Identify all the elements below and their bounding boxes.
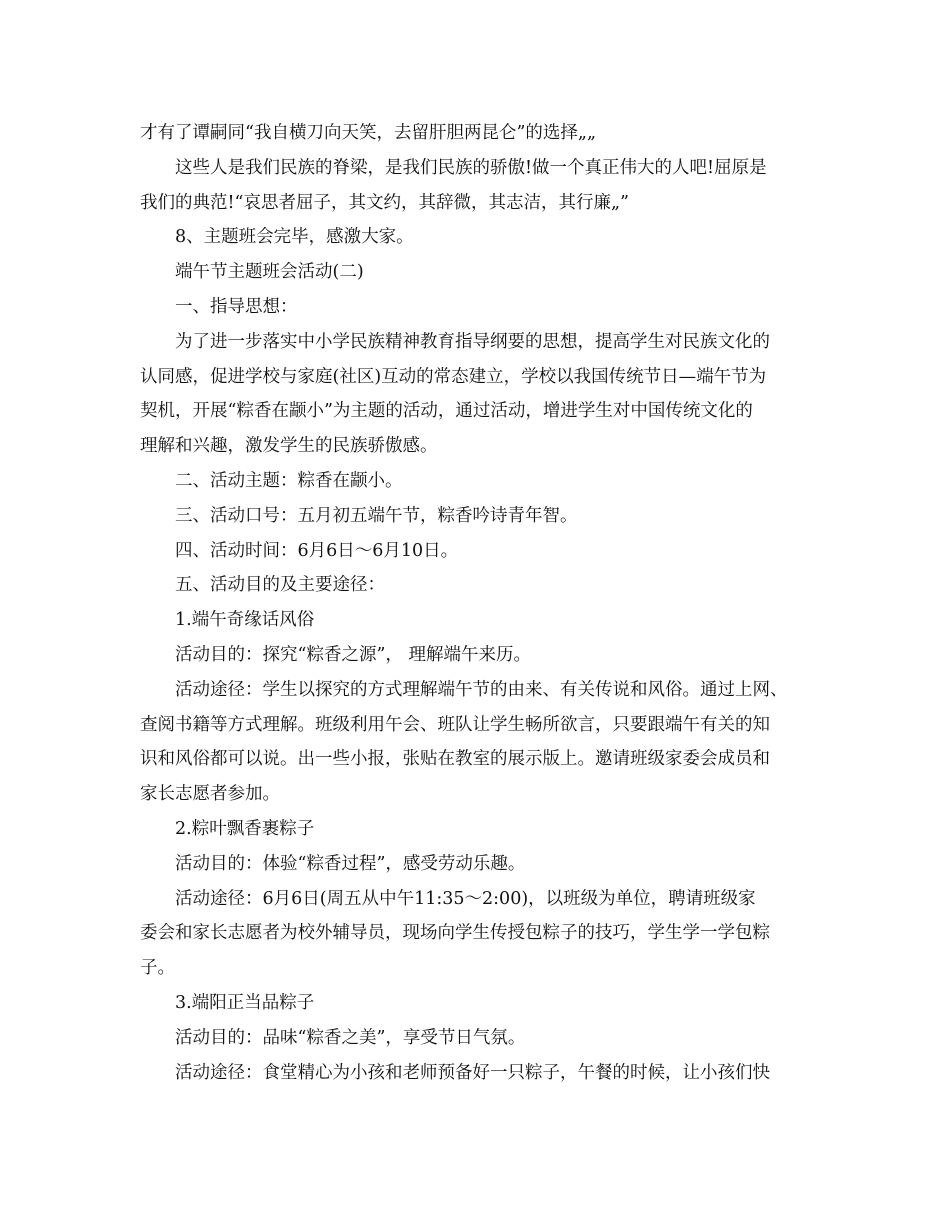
section-heading: 端午节主题班会活动(二) <box>175 262 364 283</box>
text-line: 这些人是我们民族的脊梁，是我们民族的骄傲!做一个真正伟大的人吧!屈原是 <box>175 157 767 178</box>
section-heading: 五、活动目的及主要途径： <box>175 575 385 596</box>
text-line: 理解和兴趣，激发学生的民族骄傲感。 <box>140 436 438 457</box>
section-heading: 一、指导思想： <box>175 296 298 317</box>
text-line: 活动途径：食堂精心为小孩和老师预备好一只粽子，午餐的时候，让小孩们快 <box>175 1062 770 1083</box>
section-heading: 二、活动主题：粽香在颛小。 <box>175 470 403 491</box>
document-body <box>140 116 820 1090</box>
text-line: 活动途径：学生以探究的方式理解端午节的由来、有关传说和风俗。通过上网、 <box>175 679 788 700</box>
text-line: 为了进一步落实中小学民族精神教育指导纲要的思想，提高学生对民族文化的 <box>175 331 770 352</box>
text-line: 子。 <box>140 958 175 979</box>
text-line: 活动目的：品味“粽香之美”，享受节日气氛。 <box>175 1027 526 1048</box>
text-line: 委会和家长志愿者为校外辅导员，现场向学生传授包粽子的技巧，学生学一学包粽 <box>140 923 770 944</box>
text-line: 才有了谭嗣同“我自横刀向天笑，去留肝胆两昆仑”的选择„„ <box>140 123 597 143</box>
text-line: 契机，开展“粽香在颛小”为主题的活动，通过活动，增进学生对中国传统文化的 <box>140 401 753 422</box>
text-line: 活动途径：6月6日(周五从中午11:35～2:00)，以班级为单位，聘请班级家 <box>175 888 756 909</box>
text-line: 活动目的：探究“粽香之源”， 理解端午来历。 <box>175 644 531 665</box>
text-line: 识和风俗都可以说。出一些小报，张贴在教室的展示版上。邀请班级家委会成员和 <box>140 749 770 770</box>
text-line: 活动目的：体验“粽香过程”，感受劳动乐趣。 <box>175 853 526 874</box>
section-heading: 三、活动口号：五月初五端午节，粽香吟诗青年智。 <box>175 505 578 526</box>
subsection-heading: 2.粽叶飘香裹粽子 <box>175 818 315 839</box>
subsection-heading: 3.端阳正当品粽子 <box>175 992 315 1013</box>
text-line: 我们的典范!“哀思者屈子，其文约，其辞微，其志洁，其行廉„” <box>140 192 629 213</box>
text-line: 家长志愿者参加。 <box>140 784 280 805</box>
section-heading: 四、活动时间：6月6日～6月10日。 <box>175 540 459 561</box>
text-line: 8、主题班会完毕，感激大家。 <box>175 227 414 248</box>
subsection-heading: 1.端午奇缘话风俗 <box>175 610 315 631</box>
text-line: 认同感，促进学校与家庭(社区)互动的常态建立，学校以我国传统节日—端午节为 <box>140 366 767 387</box>
text-line: 查阅书籍等方式理解。班级利用午会、班队让学生畅所欲言，只要跟端午有关的知 <box>140 714 770 735</box>
